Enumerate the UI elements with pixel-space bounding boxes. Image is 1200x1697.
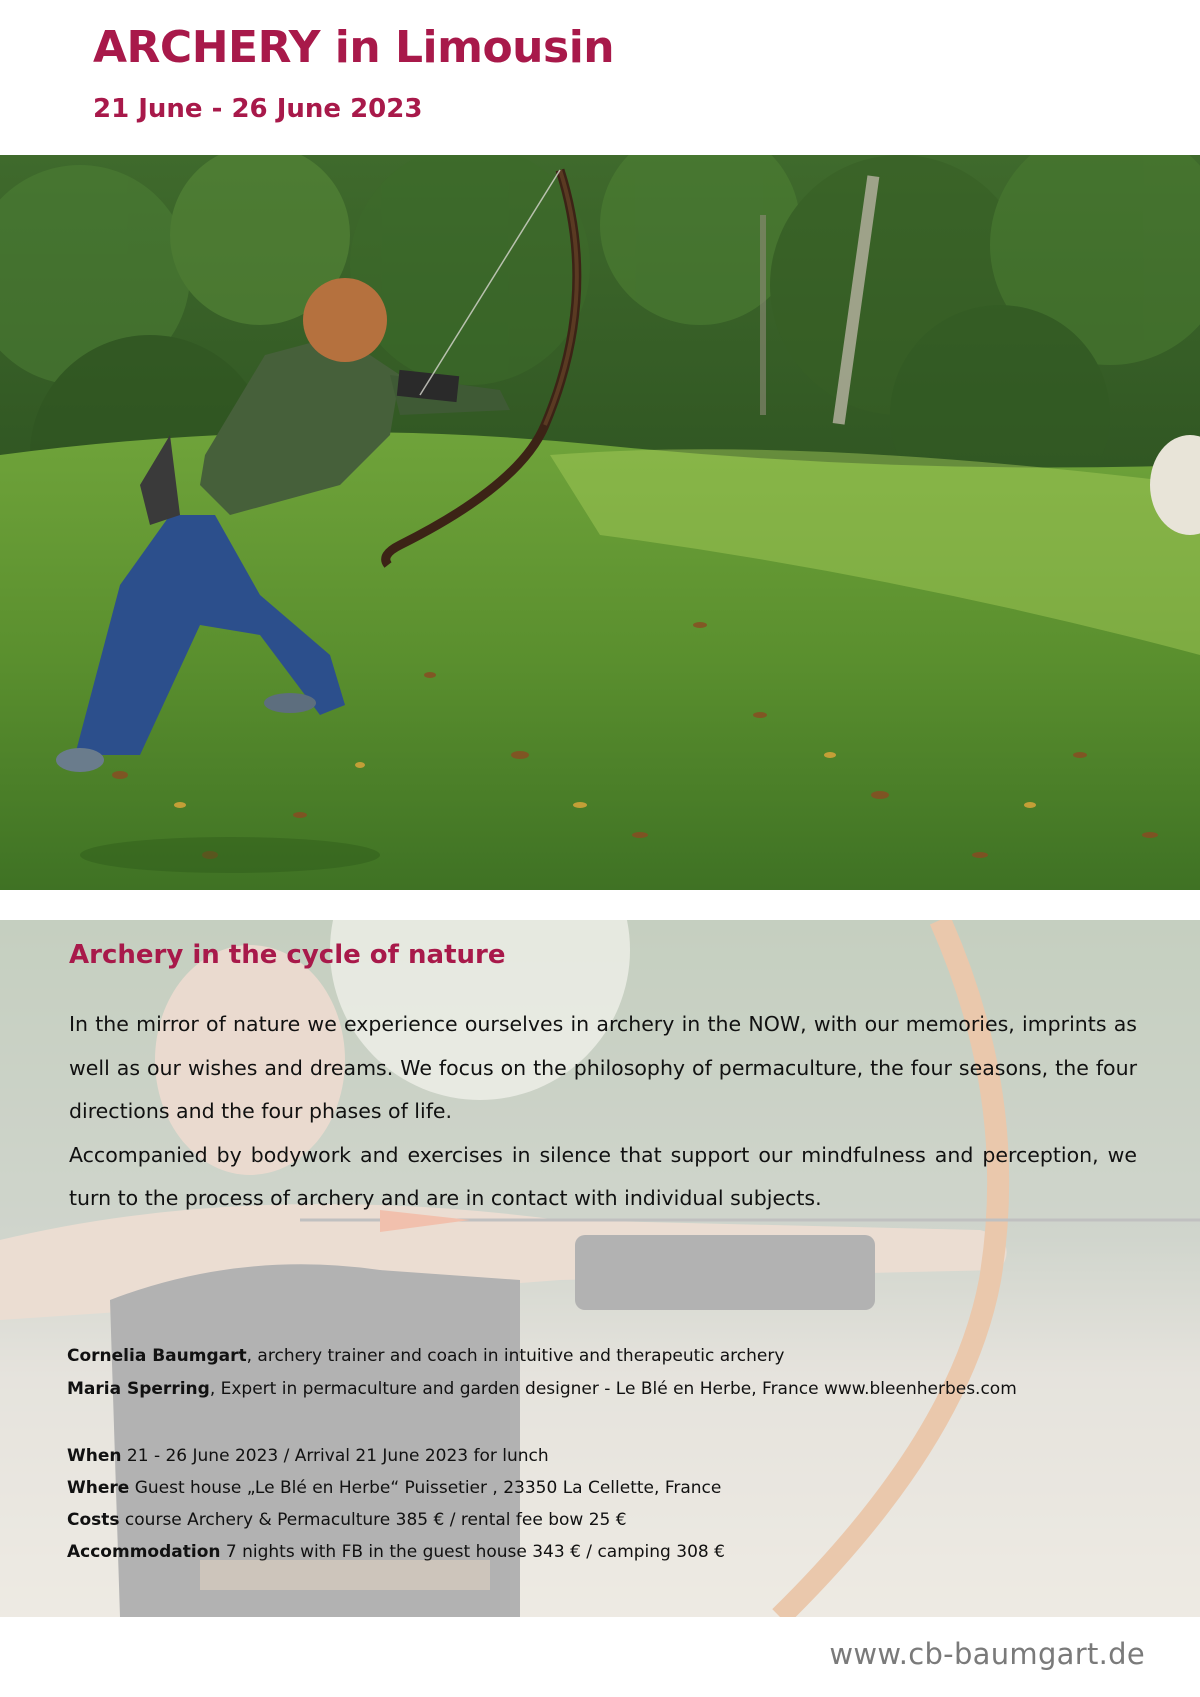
event-dates: 21 June - 26 June 2023 xyxy=(93,94,423,124)
detail-value: course Archery & Permaculture 385 € / rental fee bow 25 € xyxy=(119,1510,627,1530)
website-link[interactable]: www.cb-baumgart.de xyxy=(829,1637,1145,1671)
detail-value: Guest house „Le Blé en Herbe“ Puissetier , 23350 La Cellette, France xyxy=(129,1478,722,1498)
detail-when xyxy=(67,1440,1167,1472)
page-title: ARCHERY in Limousin xyxy=(93,22,615,73)
detail-costs xyxy=(67,1504,1167,1536)
instructor-name: Cornelia Baumgart xyxy=(67,1346,247,1366)
detail-value: 7 nights with FB in the guest house 343 € / camping 308 € xyxy=(220,1542,725,1562)
instructor-desc: , Expert in permaculture and garden designer - Le Blé en Herbe, France www.bleenherbes.com xyxy=(209,1379,1017,1399)
instructor-desc: , archery trainer and coach in intuitive and therapeutic archery xyxy=(246,1346,785,1366)
detail-accommodation xyxy=(67,1536,1167,1568)
description-paragraph-1: In the mirror of nature we experience ourselves in archery in the NOW, with our memories, imprints as well as our wishes and dreams. We focus on the philosophy of permaculture, the four seasons, the four directions and the four phases of life. xyxy=(69,1012,1137,1123)
detail-label: Where xyxy=(67,1478,130,1498)
detail-where xyxy=(67,1472,1167,1504)
instructor-row xyxy=(67,1373,1167,1406)
instructor-name: Maria Sperring xyxy=(67,1379,210,1399)
section-title: Archery in the cycle of nature xyxy=(69,940,506,970)
instructors-list xyxy=(67,1340,1167,1406)
description-paragraph-2: Accompanied by bodywork and exercises in silence that support our mindfulness and perception, we turn to the process of archery and are in contact with individual subjects. xyxy=(69,1142,1137,1210)
archery-photo xyxy=(0,155,1200,890)
detail-label: Costs xyxy=(67,1510,120,1530)
info-panel xyxy=(0,920,1200,1617)
detail-value: 21 - 26 June 2023 / Arrival 21 June 2023 for lunch xyxy=(121,1446,549,1466)
detail-label: When xyxy=(67,1446,122,1466)
description xyxy=(69,1003,1137,1221)
detail-label: Accommodation xyxy=(67,1542,221,1562)
instructor-row xyxy=(67,1340,1167,1373)
page-header xyxy=(0,0,1200,155)
event-details xyxy=(67,1440,1167,1568)
